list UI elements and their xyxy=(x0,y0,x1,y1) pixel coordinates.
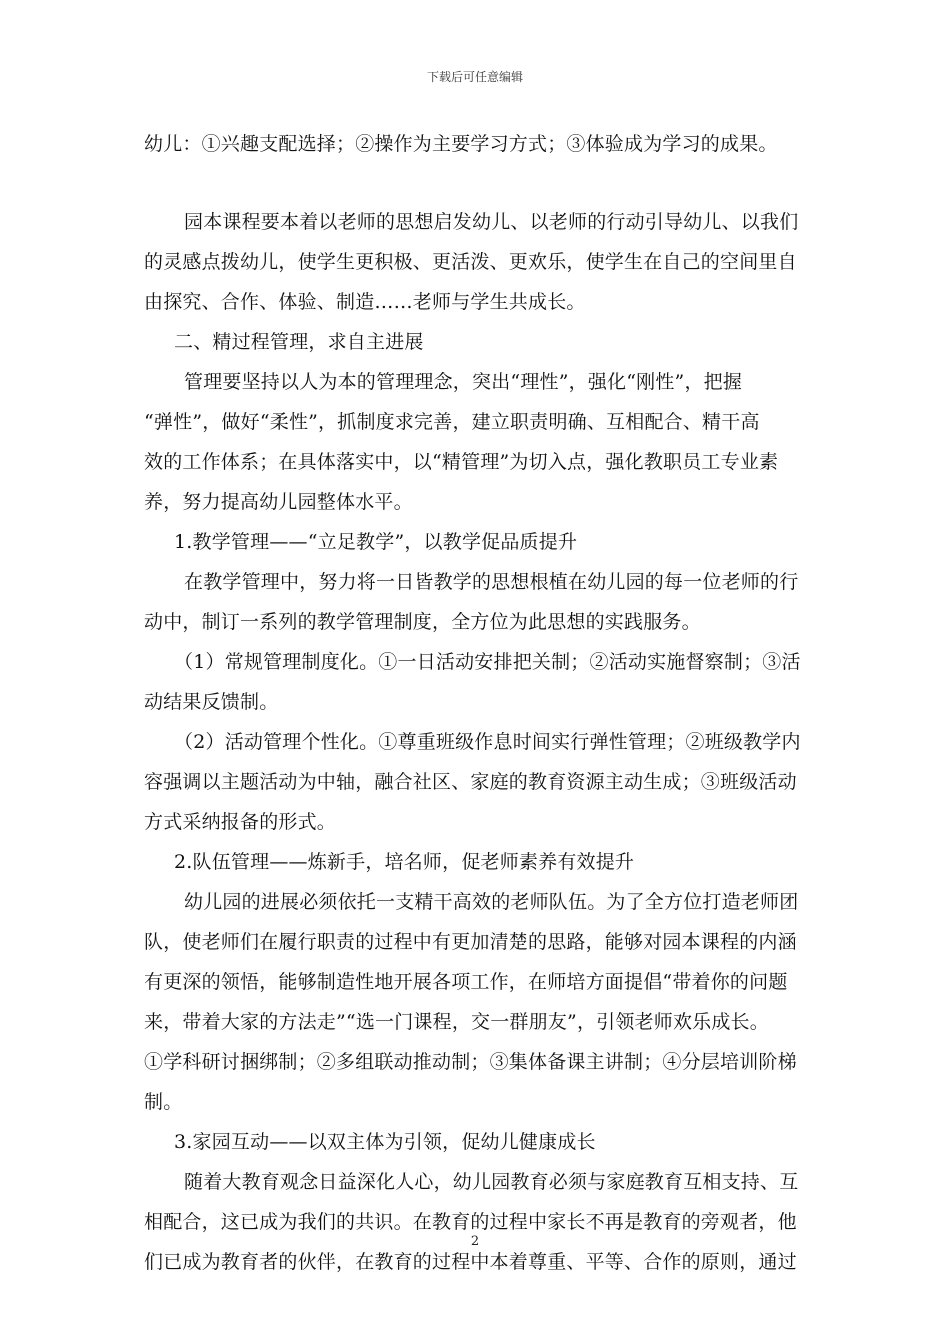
paragraph-line: 园本课程要本着以老师的思想启发幼儿、以老师的行动引导幼儿、以我们 xyxy=(184,211,799,233)
paragraph-line: 效的工作体系；在具体落实中，以“精管理”为切入点，强化教职员工专业素 xyxy=(144,451,779,473)
paragraph-line: 随着大教育观念日益深化人心，幼儿园教育必须与家庭教育互相支持、互 xyxy=(184,1171,799,1193)
subsection-heading: 3.家园互动——以双主体为引领，促幼儿健康成长 xyxy=(174,1131,596,1153)
paragraph-line: 动结果反馈制。 xyxy=(144,691,279,713)
document-body xyxy=(144,124,810,1282)
paragraph-line: 幼儿园的进展必须依托一支精干高效的老师队伍。为了全方位打造老师团 xyxy=(184,891,799,913)
paragraph-line: 方式采纳报备的形式。 xyxy=(144,811,337,833)
paragraph-line: 来，带着大家的方法走”“选一门课程，交一群朋友”，引领老师欢乐成长。 xyxy=(144,1011,769,1033)
page-number: 2 xyxy=(470,1234,480,1249)
paragraph-line: 幼儿：①兴趣支配选择；②操作为主要学习方式；③体验成为学习的成果。 xyxy=(144,133,778,155)
subsection-heading: 1.教学管理——“立足教学”，以教学促品质提升 xyxy=(174,531,578,553)
paragraph-gap xyxy=(144,164,810,202)
subsection-heading: 2.队伍管理——炼新手，培名师，促老师素养有效提升 xyxy=(174,851,635,873)
paragraph-line: 动中，制订一系列的教学管理制度，全方位为此思想的实践服务。 xyxy=(144,611,701,633)
paragraph-line: “弹性”，做好“柔性”，抓制度求完善，建立职责明确、互相配合、精干高 xyxy=(144,411,760,433)
paragraph-line: 队，使老师们在履行职责的过程中有更加清楚的思路，能够对园本课程的内涵 xyxy=(144,931,797,953)
paragraph-line: 在教学管理中，努力将一日皆教学的思想根植在幼儿园的每一位老师的行 xyxy=(184,571,799,593)
paragraph-line: 相配合，这已成为我们的共识。在教育的过程中家长不再是教育的旁观者，他 xyxy=(144,1211,797,1233)
paragraph-line: （2）活动管理个性化。①尊重班级作息时间实行弹性管理；②班级教学内 xyxy=(174,731,801,753)
paragraph-line: 养，努力提高幼儿园整体水平。 xyxy=(144,491,413,513)
paragraph-line: 容强调以主题活动为中轴，融合社区、家庭的教育资源主动生成；③班级活动 xyxy=(144,771,797,793)
paragraph-line: 制。 xyxy=(144,1091,183,1113)
section-heading: 二、精过程管理，求自主进展 xyxy=(174,331,424,353)
paragraph-line: 们已成为教育者的伙伴，在教育的过程中本着尊重、平等、合作的原则，通过 xyxy=(144,1251,797,1273)
paragraph-line: （1）常规管理制度化。①一日活动安排把关制；②活动实施督察制；③活 xyxy=(174,651,801,673)
paragraph-line: ①学科研讨捆绑制；②多组联动推动制；③集体备课主讲制；④分层培训阶梯 xyxy=(144,1051,797,1073)
paragraph-line: 由探究、合作、体验、制造……老师与学生共成长。 xyxy=(144,291,586,313)
paragraph-line: 的灵感点拨幼儿，使学生更积极、更活泼、更欢乐，使学生在自己的空间里自 xyxy=(144,251,797,273)
header-note: 下载后可任意编辑 xyxy=(426,70,523,84)
paragraph-line: 管理要坚持以人为本的管理理念，突出“理性”，强化“刚性”，把握 xyxy=(184,371,743,393)
paragraph-line: 有更深的领悟，能够制造性地开展各项工作，在师培方面提倡“带着你的问题 xyxy=(144,971,788,993)
